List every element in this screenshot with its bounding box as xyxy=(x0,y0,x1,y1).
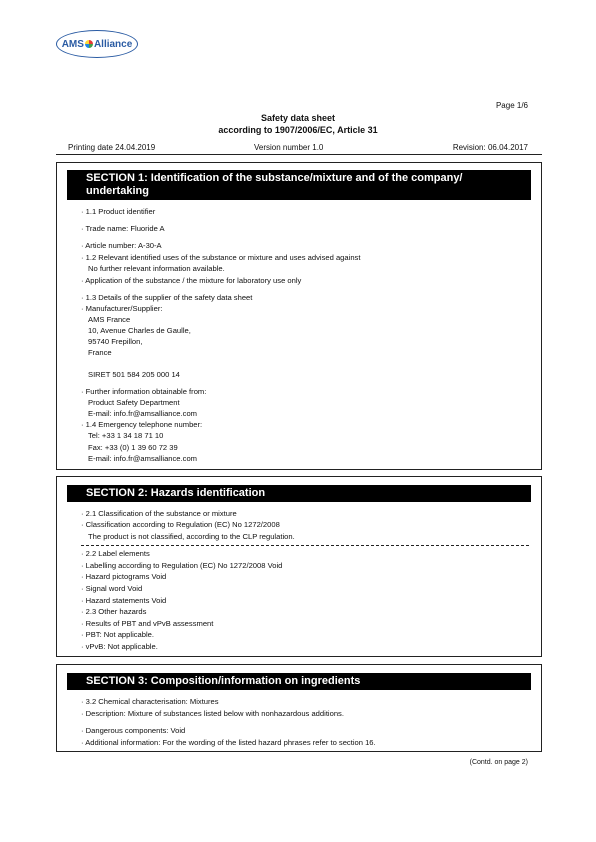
s2-line: · Hazard pictograms Void xyxy=(81,572,167,581)
printing-date: Printing date 24.04.2019 xyxy=(68,143,156,152)
s1-line: Tel: +33 1 34 18 71 10 xyxy=(88,431,164,440)
s3-line: · Description: Mixture of substances listed below with nonhazardous additions. xyxy=(81,709,344,718)
s3-line: · Dangerous components: Void xyxy=(81,726,186,735)
s1-line: 95740 Frepillon, xyxy=(88,337,143,346)
document-subtitle: according to 1907/2006/EC, Article 31 xyxy=(218,125,378,135)
s2-line: · 2.3 Other hazards xyxy=(81,607,147,616)
document-title: Safety data sheet xyxy=(260,113,336,123)
s1-line: AMS France xyxy=(88,315,131,324)
s2-line: · Results of PBT and vPvB assessment xyxy=(81,619,214,628)
s1-line: No further relevant information available. xyxy=(88,264,225,273)
s2-line: · Labelling according to Regulation (EC) No 1272/2008 Void xyxy=(81,561,283,570)
s1-line: · Further information obtainable from: xyxy=(81,387,207,396)
s1-line: · 1.1 Product identifier xyxy=(81,207,156,216)
logo-text-alliance: Alliance xyxy=(93,38,133,50)
s1-line: Product Safety Department xyxy=(88,398,180,407)
company-logo xyxy=(56,30,138,58)
section-2-heading: SECTION 2: Hazards identification xyxy=(67,485,531,502)
s1-line: E-mail: info.fr@amsalliance.com xyxy=(88,454,197,463)
s1-line: · 1.4 Emergency telephone number: xyxy=(81,420,203,429)
s1-line: · Application of the substance / the mixture for laboratory use only xyxy=(81,276,302,285)
s2-line: · 2.1 Classification of the substance or mixture xyxy=(81,509,237,518)
s1-line: · Trade name: Fluoride A xyxy=(81,224,165,233)
s1-line: SIRET 501 584 205 000 14 xyxy=(88,370,180,379)
s1-line: France xyxy=(88,348,112,357)
section-1-heading: SECTION 1: Identification of the substance/mixture and of the company/ undertaking xyxy=(67,170,531,200)
s2-line: · 2.2 Label elements xyxy=(81,549,150,558)
s1-line: · Manufacturer/Supplier: xyxy=(81,304,163,313)
s2-line: · vPvB: Not applicable. xyxy=(81,642,158,651)
section-3-box xyxy=(56,664,542,752)
s2-line: · Classification according to Regulation (EC) No 1272/2008 xyxy=(81,520,280,529)
header-divider xyxy=(56,154,542,155)
s2-line: The product is not classified, according to the CLP regulation. xyxy=(88,532,295,541)
page-number: Page 1/6 xyxy=(495,101,528,110)
s1-line: Fax: +33 (0) 1 39 60 72 39 xyxy=(88,443,178,452)
s3-line: · Additional information: For the wording of the listed hazard phrases refer to section 16. xyxy=(81,738,376,747)
section-2-box xyxy=(56,476,542,657)
section-2-dashed-divider xyxy=(81,545,529,546)
s2-line: · PBT: Not applicable. xyxy=(81,630,155,639)
s2-line: · Signal word Void xyxy=(81,584,143,593)
s3-line: · 3.2 Chemical characterisation: Mixtures xyxy=(81,697,219,706)
s1-line: E-mail: info.fr@amsalliance.com xyxy=(88,409,197,418)
s1-line: · 1.3 Details of the supplier of the safety data sheet xyxy=(81,293,253,302)
s1-line: · Article number: A-30-A xyxy=(81,241,162,250)
s1-line: · 1.2 Relevant identified uses of the substance or mixture and uses advised against xyxy=(81,253,361,262)
section-3-heading: SECTION 3: Composition/information on ingredients xyxy=(67,673,531,690)
section-1-box xyxy=(56,162,542,470)
logo-globe-icon xyxy=(85,40,93,48)
logo-text-ams: AMS xyxy=(61,38,84,50)
revision-date: Revision: 06.04.2017 xyxy=(452,143,528,152)
s1-line: 10, Avenue Charles de Gaulle, xyxy=(88,326,191,335)
continued-note: (Contd. on page 2) xyxy=(469,759,528,766)
s2-line: · Hazard statements Void xyxy=(81,596,167,605)
version-number: Version number 1.0 xyxy=(254,143,324,152)
